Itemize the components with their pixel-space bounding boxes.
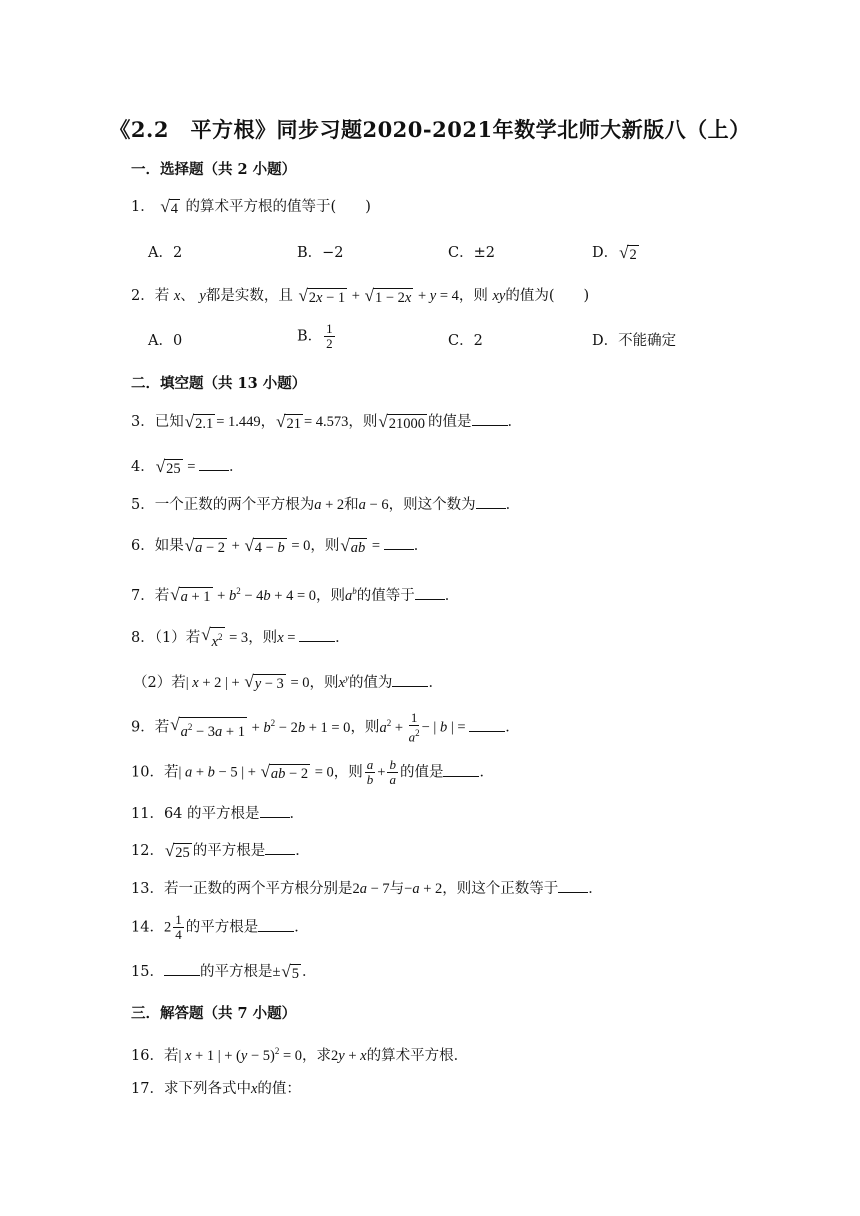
option-d: D．不能确定 xyxy=(592,333,677,349)
question-3: 3．已知 √ 2.1 = 1.449， √ 21 = 4.573，则 √ 21000 的值是 ． xyxy=(131,411,523,432)
question-2: 2．若 x、 y都是实数，且 √ 2x − 1 + √ 1 − 2x + y = 4，则 xy的值为( ) xyxy=(131,285,590,306)
option-a: A．0 xyxy=(148,333,183,349)
question-8-part-1: 8．（1）若 √ $x^2$ = 3，则x = ． xyxy=(131,625,350,650)
sqrt-expression: √ 4 xyxy=(160,196,178,217)
page-title: 《2.2 平方根》同步习题2020-2021年数学北师大新版八（上） xyxy=(109,117,751,142)
option-d: D． √ 2 xyxy=(592,242,637,263)
question-17: 17．求下列各式中x的值： xyxy=(131,1081,301,1097)
question-14: 14．2 $\frac{1}{4}$ 的平方根是 ． xyxy=(131,912,309,942)
section-heading-solve: 三．解答题（共 7 小题） xyxy=(131,1005,297,1022)
question-10: 10．若| a + b − 5 | + √ ab − 2 = 0，则 $\frac{a}{b}$ + $\frac{b}{a}$ 的值是 ． xyxy=(131,757,494,787)
question-7: 7．若 √ a + 1 + $b^2 - 4b + 4 = 0$，则$a^b$的值等于 ． xyxy=(131,585,460,606)
section-heading-fill: 二．填空题（共 13 小题） xyxy=(131,375,307,392)
section-heading-choice: 一．选择题（共 2 小题） xyxy=(131,161,297,178)
question-8-part-2: （2）若| x + 2 | + √ y − 3 = 0，则$x^y$的值为 ． xyxy=(133,672,443,693)
question-11: 11．64 的平方根是 ． xyxy=(131,803,304,825)
question-13: 13．若一正数的两个平方根分别是2a − 7与−a + 2，则这个正数等于 ． xyxy=(131,878,603,900)
question-16: 16．若| x + 1 | + $(y - 5)^2 = 0$，求2y + x的算术平方根． xyxy=(131,1046,469,1064)
option-b: B． $\frac{1}{2}$ xyxy=(297,321,333,351)
question-4: 4． √ 25 = ． xyxy=(131,456,244,477)
question-6: 6．如果 √ a − 2 + √ 4 − b = 0，则 √ ab = ． xyxy=(131,535,429,556)
question-1: 1． √ 4 的算术平方根的值等于( ) xyxy=(131,196,371,217)
question-15: 15． 的平方根是± √ 5 ． xyxy=(131,961,317,982)
question-5: 5．一个正数的两个平方根为a + 2和a − 6，则这个数为 ． xyxy=(131,494,520,516)
question-12: 12． √ 25 的平方根是 ． xyxy=(131,840,310,861)
option-c: C．2 xyxy=(448,333,483,349)
option-a: A．2 xyxy=(148,245,183,261)
option-b: B．−2 xyxy=(297,245,344,261)
option-c: C．±2 xyxy=(448,245,495,261)
question-9: 9．若 √ $a^2 - 3a + 1$ + $b^2 - 2b + 1 = 0$，则$a^2$ + $\frac{1}{a^2}$ − | b | = ． xyxy=(131,710,520,745)
